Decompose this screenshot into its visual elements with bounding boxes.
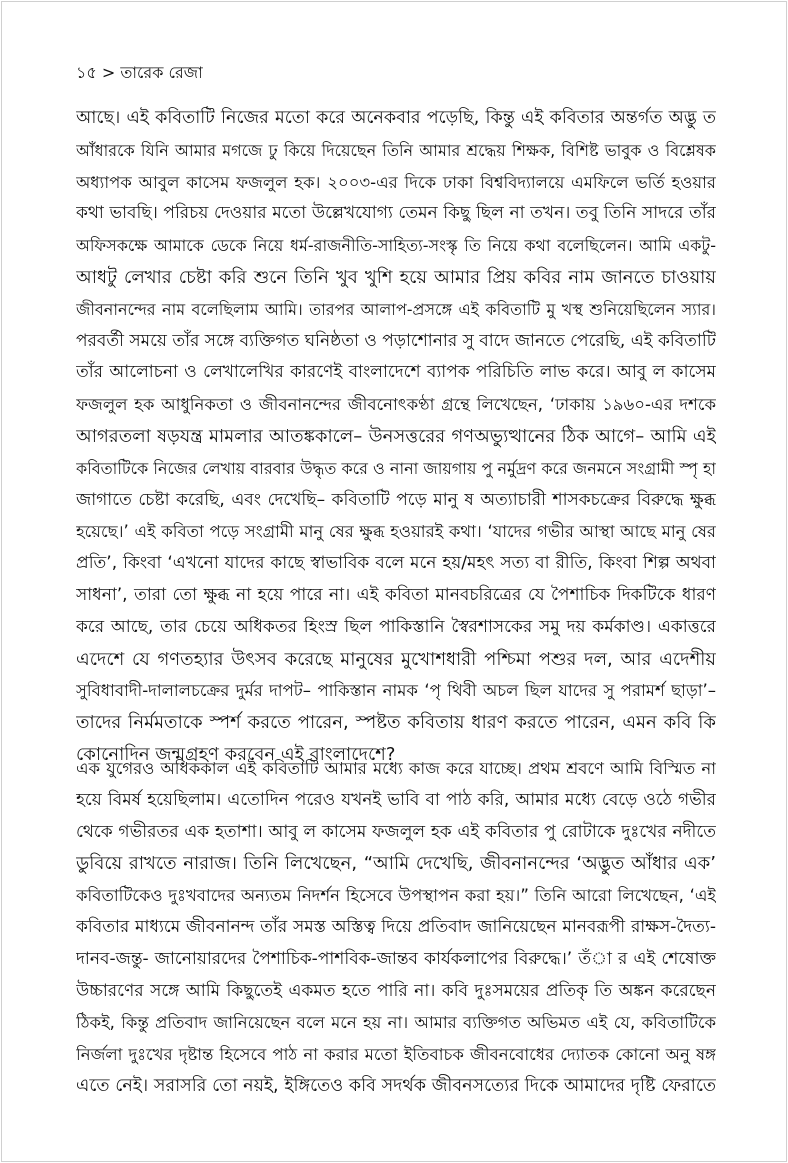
text-line: থেকে গভীরতর এক হতাশা। আবু ল কাসেম ফজলুল হক এই কবিতার পু রোটাকে দুঃখের নদীতে (76, 821, 716, 842)
text-line: অফিসকক্ষে আমাকে ডেকে নিয়ে ধর্ম-রাজনীতি-সাহিত্য-সংস্কৃ তি নিয়ে কথা বলেছিলেন। আমি একটু- (76, 236, 716, 256)
text-line: কথা ভাবছি। পরিচয় দেওয়ার মতো উল্লেখযোগ্য তেমন কিছু ছিল না তখন। তবু তিনি সাদরে তাঁর (76, 203, 716, 224)
text-line: জাগাতে চেষ্টা করেছি, এবং দেখেছি– কবিতাটি পড়ে মানু ষ অত্যাচারী শাসকচক্রের বিরুদ্ধে ক্ষুব্ধ (76, 489, 716, 510)
text-line: কবিতাটিকেও দুঃখবাদের অন্যতম নিদর্শন হিসেবে উপস্থাপন করা হয়।” তিনি আরো লিখেছেন, ‘এই (76, 886, 716, 906)
text-line: করে আছে, তার চেয়ে অধিকতর হিংস্র ছিল পাকিস্তানি স্বৈরশাসকের সমু দয় কর্মকাণ্ড। একাত্তরে (76, 616, 716, 637)
running-header: ১৫ > তারেক রেজা (76, 63, 203, 82)
text-line: কবিতার মাধ্যমে জীবনানন্দ তাঁর সমস্ত অস্তিত্ব দিয়ে প্রতিবাদ জানিয়েছেন মানবরূপী রাক্ষস-দৈত্য- (76, 916, 716, 937)
text-line: ঠিকই, কিন্তু প্রতিবাদ জানিয়েছেন বলে মনে হয় না। আমার ব্যক্তিগত অভিমত এই যে, কবিতাটিকে (76, 1013, 716, 1033)
text-line: এদেশে যে গণতহ্যার উৎসব করেছে মানুষের মুখোশধারী পশ্চিমা পশুর দল, আর এদেশীয় (76, 648, 716, 670)
text-line: পরবর্তী সময়ে তাঁর সঙ্গে ব্যক্তিগত ঘনিষ্ঠতা ও পড়াশোনার সু বাদে জানতে পেরেছি, এই কবিতাটি (76, 330, 716, 351)
text-line: কবিতাটিকে নিজের লেখায় বারবার উদ্ধৃত করে ও নানা জায়গায় পু নর্মুদ্রণ করে জনমনে সংগ্রামী স্পৃ হা (76, 458, 716, 478)
text-line: এতে নেই। সরাসরি তো নয়ই, ইঙ্গিতেও কবি সদর্থক জীবনসত্যের দিকে আমাদের দৃষ্টি ফেরাতে (76, 1075, 716, 1096)
text-line: ডুবিয়ে রাখতে নারাজ। তিনি লিখেছেন, “আমি দেখেছি, জীবনানন্দের ‘অদ্ভুত আঁধার এক’ (76, 853, 716, 875)
text-line: এক যুগেরও অধিককাল এই কবিতাটি আমার মধ্যে কাজ করে যাচ্ছে। প্রথম শ্রবণে আমি বিস্মিত না (76, 759, 716, 778)
text-line: আঁধারকে যিনি আমার মগজে ঢু কিয়ে দিয়েছেন তিনি আমার শ্রদ্ধেয় শিক্ষক, বিশিষ্ট ভাবুক ও বিশ্লেষক (76, 140, 716, 160)
text-line: উচ্চারণের সঙ্গে আমি কিছুতেই একমত হতে পারি না। কবি দুঃসময়ের প্রতিকৃ তি অঙ্কন করেছেন (76, 980, 716, 1001)
text-line: তাদের নির্মমতাকে স্পর্শ করতে পারেন, স্পষ্টত কবিতায় ধারণ করতে পারেন, এমন কবি কি (76, 712, 716, 734)
text-line: প্রতি’, কিংবা ‘এখনো যাদের কাছে স্বাভাবিক বলে মনে হয়/মহৎ সত্য বা রীতি, কিংবা শিল্প অথবা (76, 553, 716, 574)
text-line: জীবনানন্দের নাম বলেছিলাম আমি। তারপর আলাপ-প্রসঙ্গে এই কবিতাটি মু খস্থ শুনিয়েছিলেন স্যার। (76, 299, 716, 319)
text-line: নির্জলা দুঃখের দৃষ্টান্ত হিসেবে পাঠ না করার মতো ইতিবাচক জীবনবোধের দ্যোতক কোনো অনু ষঙ্গ (76, 1045, 716, 1065)
text-line: সুবিধাবাদী-দালালচক্রের দুর্মর দাপট– পাকিস্তান নামক ‘পৃ থিবী অচল ছিল যাদের সু পরামর্শ ছাড়া’– (76, 681, 716, 701)
text-line: আগরতলা ষড়যন্ত্র মামলার আতঙ্ককালে– উনসত্তরের গণঅভ্যুত্থানের ঠিক আগে– আমি এই (76, 425, 716, 447)
text-line: আছে। এই কবিতাটি নিজের মতো করে অনেকবার পড়েছি, কিন্তু এই কবিতার অন্তর্গত অদ্ভু ত (76, 108, 716, 128)
paragraph-1 (76, 103, 716, 771)
text-line: আধটু লেখার চেষ্টা করি শুনে তিনি খুব খুশি হয়ে আমার প্রিয় কবির নাম জানতে চাওয়ায় (76, 266, 716, 288)
text-line: দানব-জন্তু- জানোয়ারদের পৈশাচিক-পাশবিক-জান্তব কার্যকলাপের বিরুদ্ধে।’ তঁা র এই শেষোক্ত (76, 948, 716, 969)
text-line: হয়ে বিমর্ষ হয়েছিলাম। এতোদিন পরেও যখনই ভাবি বা পাঠ করি, আমার মধ্যে বেড়ে ওঠে গভীর (76, 789, 716, 810)
text-line: হয়েছে।’ এই কবিতা পড়ে সংগ্রামী মানু ষের ক্ষুব্ধ হওয়ারই কথা। ‘যাদের গভীর আস্থা আছে মানু ষের (76, 522, 716, 542)
text-line: সাধনা’, তারা তো ক্ষুব্ধ না হয়ে পারে না। এই কবিতা মানবচরিত্রের যে পৈশাচিক দিকটিকে ধারণ (76, 584, 716, 605)
paragraph-2 (76, 753, 716, 1103)
text-line: অধ্যাপক আবুল কাসেম ফজলুল হক। ২০০৩-এর দিকে ঢাকা বিশ্ববিদ্যালয়ে এমফিলে ভর্তি হওয়ার (76, 172, 716, 192)
text-line: তাঁর আলোচনা ও লেখালেখির কারণেই বাংলাদেশে ব্যাপক পরিচিতি লাভ করে। আবু ল কাসেম (76, 362, 716, 383)
text-line: কোনোদিন জন্মগ্রহণ করবেন এই বাংলাদেশে? (76, 743, 396, 765)
text-line: ফজলুল হক আধুনিকতা ও জীবনানন্দের জীবনোৎকণ্ঠা গ্রন্থে লিখেছেন, ‘ঢাকায় ১৯৬০-এর দশকে (76, 395, 716, 415)
